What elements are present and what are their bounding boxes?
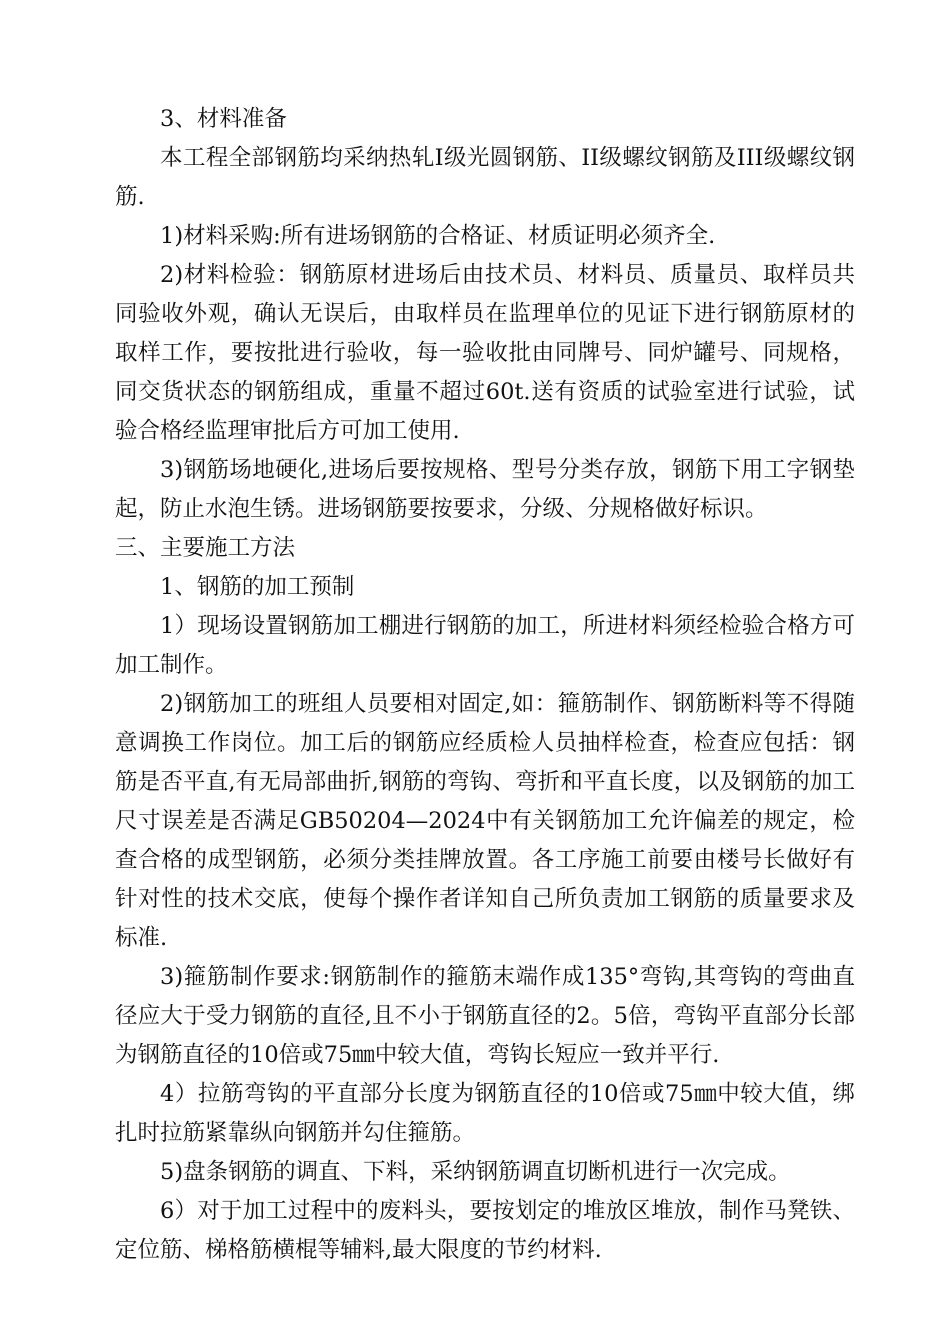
- paragraph-steel-types: 本工程全部钢筋均采纳热轧I级光圆钢筋、II级螺纹钢筋及III级螺纹钢筋.: [115, 145, 855, 210]
- paragraph-procurement: 1)材料采购:所有进场钢筋的合格证、材质证明必须齐全.: [160, 223, 716, 249]
- paragraph-scrap-handling: 6）对于加工过程中的废料头，要按划定的堆放区堆放，制作马凳铁、定位筋、梯格筋横棍等辅料,最大限度的节约材料.: [115, 1198, 855, 1263]
- paragraph-processing-shed: 1）现场设置钢筋加工棚进行钢筋的加工，所进材料须经检验合格方可加工制作。: [115, 613, 855, 678]
- paragraph-team-inspection: 2)钢筋加工的班组人员要相对固定,如：箍筋制作、钢筋断料等不得随意调换工作岗位。加工后的钢筋应经质检人员抽样检查，检查应包括：钢筋是否平直,有无局部曲折,钢筋的弯钩、弯折和平直长度，以及钢筋的加工尺寸误差是否满足GB50204—2024中有关钢筋加工允许偏差的规定，检查合格的成型钢筋，必须分类挂牌放置。各工序施工前要由楼号长做好有针对性的技术交底，使每个操作者详知自己所负责加工钢筋的质量要求及标准.: [115, 691, 855, 951]
- paragraph-tie-bar-hooks: 4）拉筋弯钩的平直部分长度为钢筋直径的10倍或75㎜中较大值，绑扎时拉筋紧靠纵向钢筋并勾住箍筋。: [115, 1081, 855, 1146]
- subsection-heading-processing: 1、钢筋的加工预制: [160, 574, 355, 600]
- document-body: [115, 100, 855, 1270]
- paragraph-coil-straightening: 5)盘条钢筋的调直、下料，采纳钢筋调直切断机进行一次完成。: [160, 1159, 791, 1185]
- paragraph-inspection: 2)材料检验：钢筋原材进场后由技术员、材料员、质量员、取样员共同验收外观，确认无误后，由取样员在监理单位的见证下进行钢筋原材的取样工作，要按批进行验收，每一验收批由同牌号、同炉罐号、同规格，同交货状态的钢筋组成，重量不超过60t.送有资质的试验室进行试验，试验合格经监理审批后方可加工使用.: [115, 262, 855, 444]
- paragraph-storage: 3)钢筋场地硬化,进场后要按规格、型号分类存放，钢筋下用工字钢垫起，防止水泡生锈。进场钢筋要按要求，分级、分规格做好标识。: [115, 457, 855, 522]
- section-heading-materials: 3、材料准备: [160, 106, 287, 132]
- paragraph-stirrup-requirements: 3)箍筋制作要求:钢筋制作的箍筋末端作成135°弯钩,其弯钩的弯曲直径应大于受力钢筋的直径,且不小于钢筋直径的2。5倍，弯钩平直部分长部为钢筋直径的10倍或75㎜中较大值，弯钩长短应一致并平行.: [115, 964, 855, 1068]
- section-heading-construction-methods: 三、主要施工方法: [115, 535, 296, 561]
